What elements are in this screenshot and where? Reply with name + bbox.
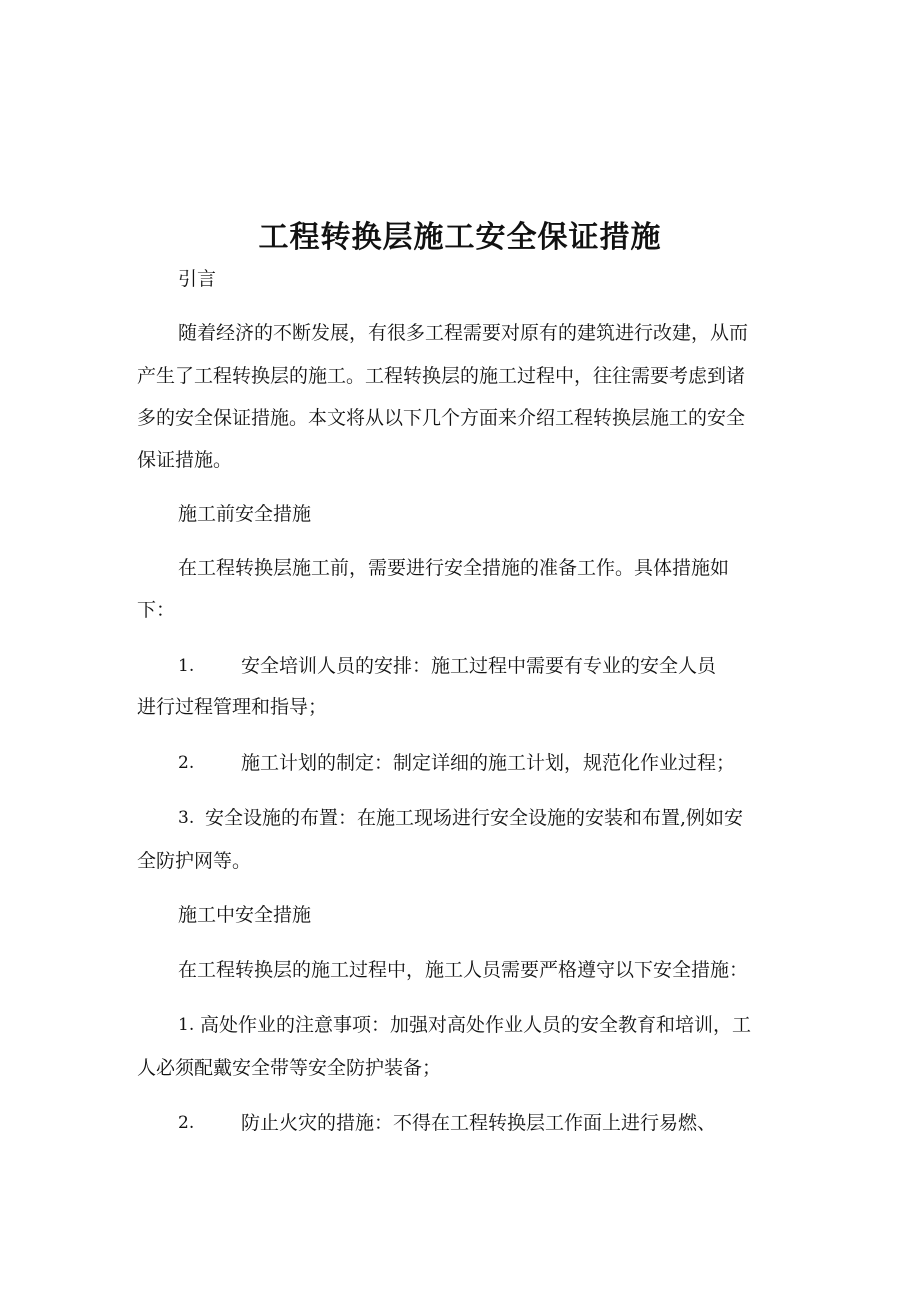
before-line-1: 在工程转换层施工前，需要进行安全措施的准备工作。具体措施如 [178, 557, 730, 579]
document-title: 工程转换层施工安全保证措施 [258, 220, 662, 255]
list-item-text: 高处作业的注意事项：加强对高处作业人员的安全教育和培训，工 [200, 1014, 752, 1036]
list-item-continuation: 人必须配戴安全带等安全防护装备； [137, 1057, 442, 1079]
list-item-number: 2. [178, 753, 195, 773]
list-item-text: 施工计划的制定：制定详细的施工计划，规范化作业过程； [241, 752, 736, 774]
intro-line-1: 随着经济的不断发展，有很多工程需要对原有的建筑进行改建，从而 [178, 322, 749, 344]
list-item-number: 3. [178, 808, 195, 828]
section-heading-during: 施工中安全措施 [178, 904, 312, 926]
list-item-number: 1. [178, 656, 195, 676]
list-item-number: 1. [178, 1015, 195, 1035]
list-item-text: 防止火灾的措施：不得在工程转换层工作面上进行易燃、 [241, 1112, 717, 1134]
section-heading-before: 施工前安全措施 [178, 503, 312, 525]
intro-line-2: 产生了工程转换层的施工。工程转换层的施工过程中，往往需要考虑到诸 [137, 365, 746, 387]
during-line-1: 在工程转换层的施工过程中，施工人员需要严格遵守以下安全措施： [178, 959, 749, 981]
list-item-continuation: 进行过程管理和指导； [137, 696, 328, 718]
intro-line-4: 保证措施。 [137, 449, 233, 471]
list-item-number: 2. [178, 1113, 195, 1133]
list-item-text: 安全设施的布置：在施工现场进行安全设施的安装和布置,例如安 [205, 807, 744, 829]
list-item-text: 安全培训人员的安排：施工过程中需要有专业的安全人员 [241, 655, 717, 677]
intro-line-3: 多的安全保证措施。本文将从以下几个方面来介绍工程转换层施工的安全 [137, 407, 746, 429]
before-line-2: 下： [137, 599, 176, 621]
list-item-continuation: 全防护网等。 [137, 850, 252, 872]
intro-heading: 引言 [178, 268, 217, 290]
